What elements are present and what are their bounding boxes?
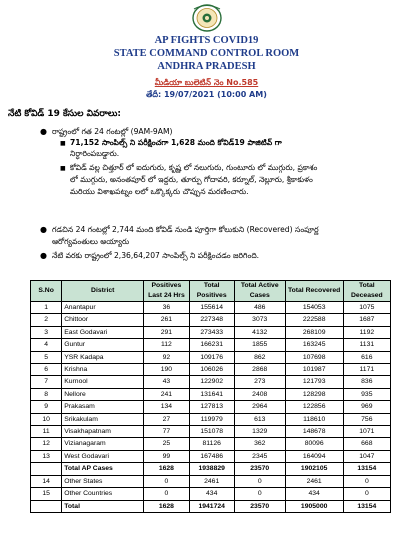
paragraph-tests-period: రాష్ట్రంలో గత 24 గంటల్లో (9AM-9AM)	[52, 127, 173, 136]
cell-district: Other States	[62, 475, 144, 487]
cell-sno: 4	[31, 339, 62, 351]
cell-active: 613	[234, 413, 285, 425]
cell-active: 2408	[234, 388, 285, 400]
cell-district: East Godavari	[62, 326, 144, 338]
table-row	[31, 314, 391, 326]
paragraph-positives-cont: నిర్ధారింపబడ్డారు.	[70, 149, 120, 158]
cell-active: 23570	[234, 500, 285, 512]
cell-total-positives: 119979	[189, 413, 234, 425]
cell-total-positives: 81126	[189, 438, 234, 450]
cell-active: 23570	[234, 463, 285, 475]
cell-active: 273	[234, 376, 285, 388]
cell-district: Prakasam	[62, 401, 144, 413]
cell-label: Total AP Cases	[62, 463, 144, 475]
paragraph-total-samples: నేటి వరకు రాష్ట్రంలో 2,36,64,207 సాంపిల్స్ ని పరీక్షించడం జరిగింది.	[52, 251, 260, 260]
cell-positives-24h: 0	[144, 475, 189, 487]
cell-deceased: 1192	[343, 326, 390, 338]
cell-positives-24h: 36	[144, 302, 189, 314]
cell-sno	[31, 463, 62, 475]
bullet-icon: ●	[40, 225, 47, 234]
cell-district: Anantapur	[62, 302, 144, 314]
cell-positives-24h: 92	[144, 351, 189, 363]
cell-sno: 5	[31, 351, 62, 363]
cell-recovered: 154053	[285, 302, 343, 314]
header-subtitle: STATE COMMAND CONTROL ROOM	[113, 48, 300, 59]
table-row	[31, 364, 391, 376]
cell-positives-24h: 1628	[144, 463, 189, 475]
district-cases-table	[30, 280, 391, 513]
cell-recovered: 163245	[285, 339, 343, 351]
cell-deceased: 836	[343, 376, 390, 388]
cell-recovered: 121793	[285, 376, 343, 388]
paragraph-recovered-cont: ఆరోగ్యవంతులు అయ్యారు	[52, 237, 130, 246]
cell-total-positives: 109176	[189, 351, 234, 363]
cell-recovered: 148678	[285, 426, 343, 438]
col-header-total-positives: Total Positives	[189, 281, 234, 302]
cell-sno: 14	[31, 475, 62, 487]
cell-sno: 8	[31, 388, 62, 400]
cell-deceased: 13154	[343, 463, 390, 475]
cell-district: Krishna	[62, 364, 144, 376]
cell-recovered: 101987	[285, 364, 343, 376]
cell-active: 3073	[234, 314, 285, 326]
table-row	[31, 388, 391, 400]
cell-positives-24h: 27	[144, 413, 189, 425]
paragraph-deaths-end: మరియు విశాఖపట్నం లలో ఒక్కొక్కరు చొప్పున మరణించారు.	[70, 187, 249, 196]
cell-sno: 1	[31, 302, 62, 314]
cell-positives-24h: 134	[144, 401, 189, 413]
table-row	[31, 401, 391, 413]
table-row-grand-total	[31, 500, 391, 512]
cell-active: 362	[234, 438, 285, 450]
cell-sno: 9	[31, 401, 62, 413]
cell-total-positives: 127813	[189, 401, 234, 413]
sub-bullet-icon: ■	[60, 165, 66, 172]
bullet-icon: ●	[40, 127, 47, 136]
col-header-deceased: Total Deceased	[343, 281, 390, 302]
bullet-icon: ●	[40, 251, 47, 260]
table-row	[31, 351, 391, 363]
table-row	[31, 438, 391, 450]
section-heading: నేటి కోవిడ్ 19 కేసుల వివరాలు:	[8, 109, 121, 119]
cell-district: Other Countries	[62, 488, 144, 500]
cell-district: West Godavari	[62, 450, 144, 462]
cell-total-positives: 1941724	[189, 500, 234, 512]
table-row	[31, 475, 391, 487]
cell-deceased: 668	[343, 438, 390, 450]
cell-district: YSR Kadapa	[62, 351, 144, 363]
cell-sno: 11	[31, 426, 62, 438]
table-header-row	[31, 281, 391, 302]
cell-active: 2868	[234, 364, 285, 376]
cell-deceased: 1171	[343, 364, 390, 376]
cell-positives-24h: 291	[144, 326, 189, 338]
cell-district: Visakhapatnam	[62, 426, 144, 438]
cell-positives-24h: 43	[144, 376, 189, 388]
table-row	[31, 326, 391, 338]
cell-sno: 7	[31, 376, 62, 388]
cell-sno: 15	[31, 488, 62, 500]
paragraph-positives: 71,152 సాంపిల్స్ ని పరీక్షించగా 1,628 మంది కోవిడ్19 పాజిటివ్ గా	[70, 138, 282, 147]
col-header-district: District	[62, 281, 144, 302]
table-row	[31, 302, 391, 314]
cell-positives-24h: 1628	[144, 500, 189, 512]
col-header-active: Total Active Cases	[234, 281, 285, 302]
cell-total-positives: 122902	[189, 376, 234, 388]
cell-total-positives: 155614	[189, 302, 234, 314]
cell-deceased: 1047	[343, 450, 390, 462]
cell-sno: 13	[31, 450, 62, 462]
cell-sno: 2	[31, 314, 62, 326]
table-row	[31, 450, 391, 462]
cell-sno	[31, 500, 62, 512]
cell-total-positives: 131641	[189, 388, 234, 400]
cell-district: Kurnool	[62, 376, 144, 388]
paragraph-deaths-cont: లో ముగ్గురు, అనంతపూర్ లో ఇద్దరు, తూర్పు గోదావరి, కర్నూల్, నెల్లూరు, శ్రీకాకుళం	[70, 175, 313, 184]
table-row-ap-total	[31, 463, 391, 475]
ap-state-emblem-icon	[180, 3, 234, 33]
cell-recovered: 222588	[285, 314, 343, 326]
cell-deceased: 1687	[343, 314, 390, 326]
table-row	[31, 488, 391, 500]
cell-deceased: 13154	[343, 500, 390, 512]
table-row	[31, 426, 391, 438]
cell-positives-24h: 112	[144, 339, 189, 351]
cell-total-positives: 166231	[189, 339, 234, 351]
cell-recovered: 107698	[285, 351, 343, 363]
cell-recovered: 1905000	[285, 500, 343, 512]
cell-district: Srikakulam	[62, 413, 144, 425]
cell-total-positives: 2461	[189, 475, 234, 487]
cell-district: Guntur	[62, 339, 144, 351]
cell-deceased: 935	[343, 388, 390, 400]
cell-deceased: 0	[343, 475, 390, 487]
cell-total-positives: 106026	[189, 364, 234, 376]
cell-sno: 10	[31, 413, 62, 425]
cell-total-positives: 434	[189, 488, 234, 500]
cell-sno: 6	[31, 364, 62, 376]
cell-active: 0	[234, 488, 285, 500]
cell-active: 862	[234, 351, 285, 363]
cell-recovered: 434	[285, 488, 343, 500]
cell-deceased: 1071	[343, 426, 390, 438]
cell-positives-24h: 190	[144, 364, 189, 376]
cell-district: Chittoor	[62, 314, 144, 326]
cell-sno: 3	[31, 326, 62, 338]
cell-deceased: 1131	[343, 339, 390, 351]
cell-recovered: 164094	[285, 450, 343, 462]
cell-recovered: 80096	[285, 438, 343, 450]
col-header-recovered: Total Recovered	[285, 281, 343, 302]
bulletin-number: మీడియా బులెటిన్ నెం No.585	[154, 78, 259, 87]
col-header-sno: S.No	[31, 281, 62, 302]
paragraph-recovered: గడచిన 24 గంటల్లో 2,744 మంది కోవిడ్ నుండి పూర్తిగా కోలుకుని (Recovered) సంపూర్ణ	[52, 225, 319, 234]
cell-deceased: 616	[343, 351, 390, 363]
cell-district: Vizianagaram	[62, 438, 144, 450]
cell-recovered: 122856	[285, 401, 343, 413]
cell-active: 2964	[234, 401, 285, 413]
cell-deceased: 1075	[343, 302, 390, 314]
table-row	[31, 339, 391, 351]
header-state: ANDHRA PRADESH	[157, 61, 256, 72]
cell-deceased: 0	[343, 488, 390, 500]
cell-active: 1855	[234, 339, 285, 351]
cell-recovered: 128298	[285, 388, 343, 400]
cell-positives-24h: 241	[144, 388, 189, 400]
cell-positives-24h: 0	[144, 488, 189, 500]
cell-deceased: 756	[343, 413, 390, 425]
cell-recovered: 1902105	[285, 463, 343, 475]
cell-total-positives: 1938829	[189, 463, 234, 475]
col-header-positives-24h: Positives Last 24 Hrs	[144, 281, 189, 302]
table-row	[31, 376, 391, 388]
bulletin-date: తేదీ: 19/07/2021 (10:00 AM)	[146, 90, 267, 99]
cell-recovered: 2461	[285, 475, 343, 487]
cell-positives-24h: 261	[144, 314, 189, 326]
cell-total-positives: 151078	[189, 426, 234, 438]
cell-active: 0	[234, 475, 285, 487]
cell-recovered: 268109	[285, 326, 343, 338]
header-title: AP FIGHTS COVID19	[154, 35, 259, 46]
paragraph-deaths: కోవిడ్ వల్ల చిత్తూర్ లో ఐదుగురు, కృష్ణ లో నలుగురు, గుంటూరు లో ముగ్గురు, ప్రకాశం	[70, 163, 318, 172]
cell-deceased: 969	[343, 401, 390, 413]
cell-active: 486	[234, 302, 285, 314]
cell-district: Nellore	[62, 388, 144, 400]
cell-positives-24h: 77	[144, 426, 189, 438]
table-row	[31, 413, 391, 425]
cell-active: 2345	[234, 450, 285, 462]
cell-label: Total	[62, 500, 144, 512]
cell-sno: 12	[31, 438, 62, 450]
cell-positives-24h: 25	[144, 438, 189, 450]
cell-total-positives: 227348	[189, 314, 234, 326]
sub-bullet-icon: ■	[60, 140, 66, 147]
cell-active: 1329	[234, 426, 285, 438]
cell-total-positives: 273433	[189, 326, 234, 338]
cell-active: 4132	[234, 326, 285, 338]
cell-total-positives: 167486	[189, 450, 234, 462]
cell-recovered: 118610	[285, 413, 343, 425]
cell-positives-24h: 99	[144, 450, 189, 462]
